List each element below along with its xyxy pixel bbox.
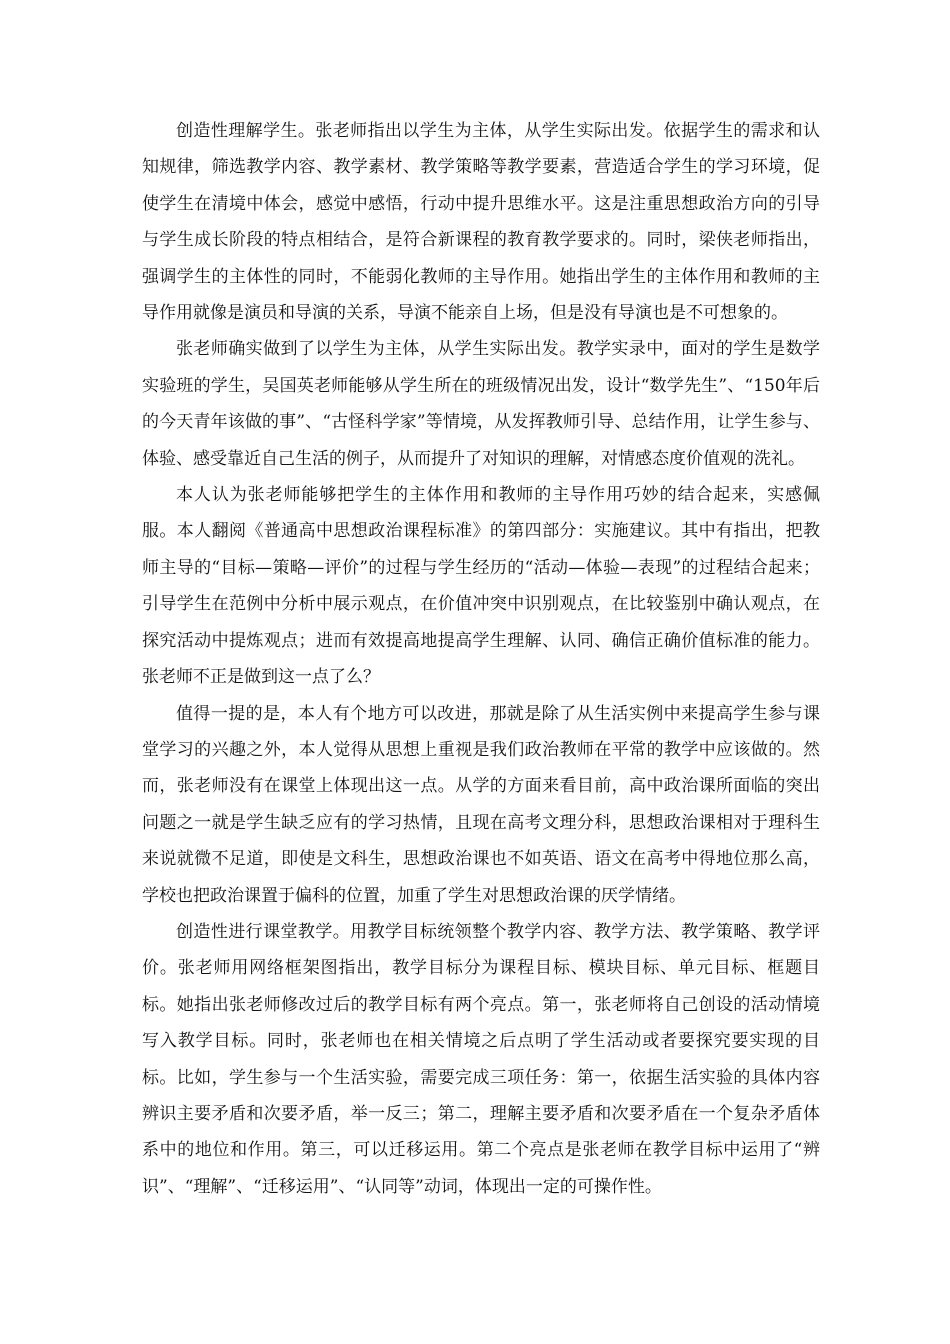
paragraph-improvement-suggestion: 值得一提的是，本人有个地方可以改进，那就是除了从生活实例中来提高学生参与课堂学习的兴趣之外，本人觉得从思想上重视是我们政治教师在平常的教学中应该做的。然而，张老师没有在课堂上体现出这一点。从学的方面来看目前，高中政治课所面临的突出问题之一就是学生缺乏应有的学习热情，且现在高考文理分科，思想政治课相对于理科生来说就微不足道，即使是文科生，思想政治课也不如英语、语文在高考中得地位那么高，学校也把政治课置于偏科的位置，加重了学生对思想政治课的厌学情绪。 [142, 703, 820, 906]
paragraph-understanding-students: 创造性理解学生。张老师指出以学生为主体，从学生实际出发。依据学生的需求和认知规律，筛选教学内容、教学素材、教学策略等教学要素，营造适合学生的学习环境，促使学生在清境中体会，感觉中感悟，行动中提升思维水平。这是注重思想政治方向的引导与学生成长阶段的特点相结合，是符合新课程的教育教学要求的。同时，梁侠老师指出，强调学生的主体性的同时，不能弱化教师的主导作用。她指出学生的主体作用和教师的主导作用就像是演员和导演的关系，导演不能亲自上场，但是没有导演也是不可想象的。 [142, 121, 820, 324]
document-page [142, 113, 820, 1205]
paragraph-curriculum-standard: 本人认为张老师能够把学生的主体作用和教师的主导作用巧妙的结合起来，实感佩服。本人翻阅《普通高中思想政治课程标准》的第四部分：实施建议。其中有指出，把教师主导的“目标—策略—评价”的过程与学生经历的“活动—体验—表现”的过程结合起来；引导学生在范例中分析中展示观点，在价值冲突中识别观点，在比较鉴别中确认观点，在探究活动中提炼观点；进而有效提高地提高学生理解、认同、确信正确价值标准的能力。张老师不正是做到这一点了么？ [142, 485, 820, 688]
paragraph-student-centered-practice: 张老师确实做到了以学生为主体，从学生实际出发。教学实录中，面对的学生是数学实验班的学生，吴国英老师能够从学生所在的班级情况出发，设计“数学先生”、“150年后的今天青年该做的事”、“古怪科学家”等情境，从发挥教师引导、总结作用，让学生参与、体验、感受靠近自己生活的例子，从而提升了对知识的理解，对情感态度价值观的洗礼。 [142, 339, 820, 469]
paragraph-teaching-objectives: 创造性进行课堂教学。用教学目标统领整个教学内容、教学方法、教学策略、教学评价。张老师用网络框架图指出，教学目标分为课程目标、模块目标、单元目标、框题目标。她指出张老师修改过后的教学目标有两个亮点。第一，张老师将自己创设的活动情境写入教学目标。同时，张老师也在相关情境之后点明了学生活动或者要探究要实现的目标。比如，学生参与一个生活实验，需要完成三项任务：第一，依据生活实验的具体内容辨识主要矛盾和次要矛盾，举一反三；第二，理解主要矛盾和次要矛盾在一个复杂矛盾体系中的地位和作用。第三，可以迁移运用。第二个亮点是张老师在教学目标中运用了“辨识”、“理解”、“迁移运用”、“认同等”动词，体现出一定的可操作性。 [142, 921, 820, 1197]
